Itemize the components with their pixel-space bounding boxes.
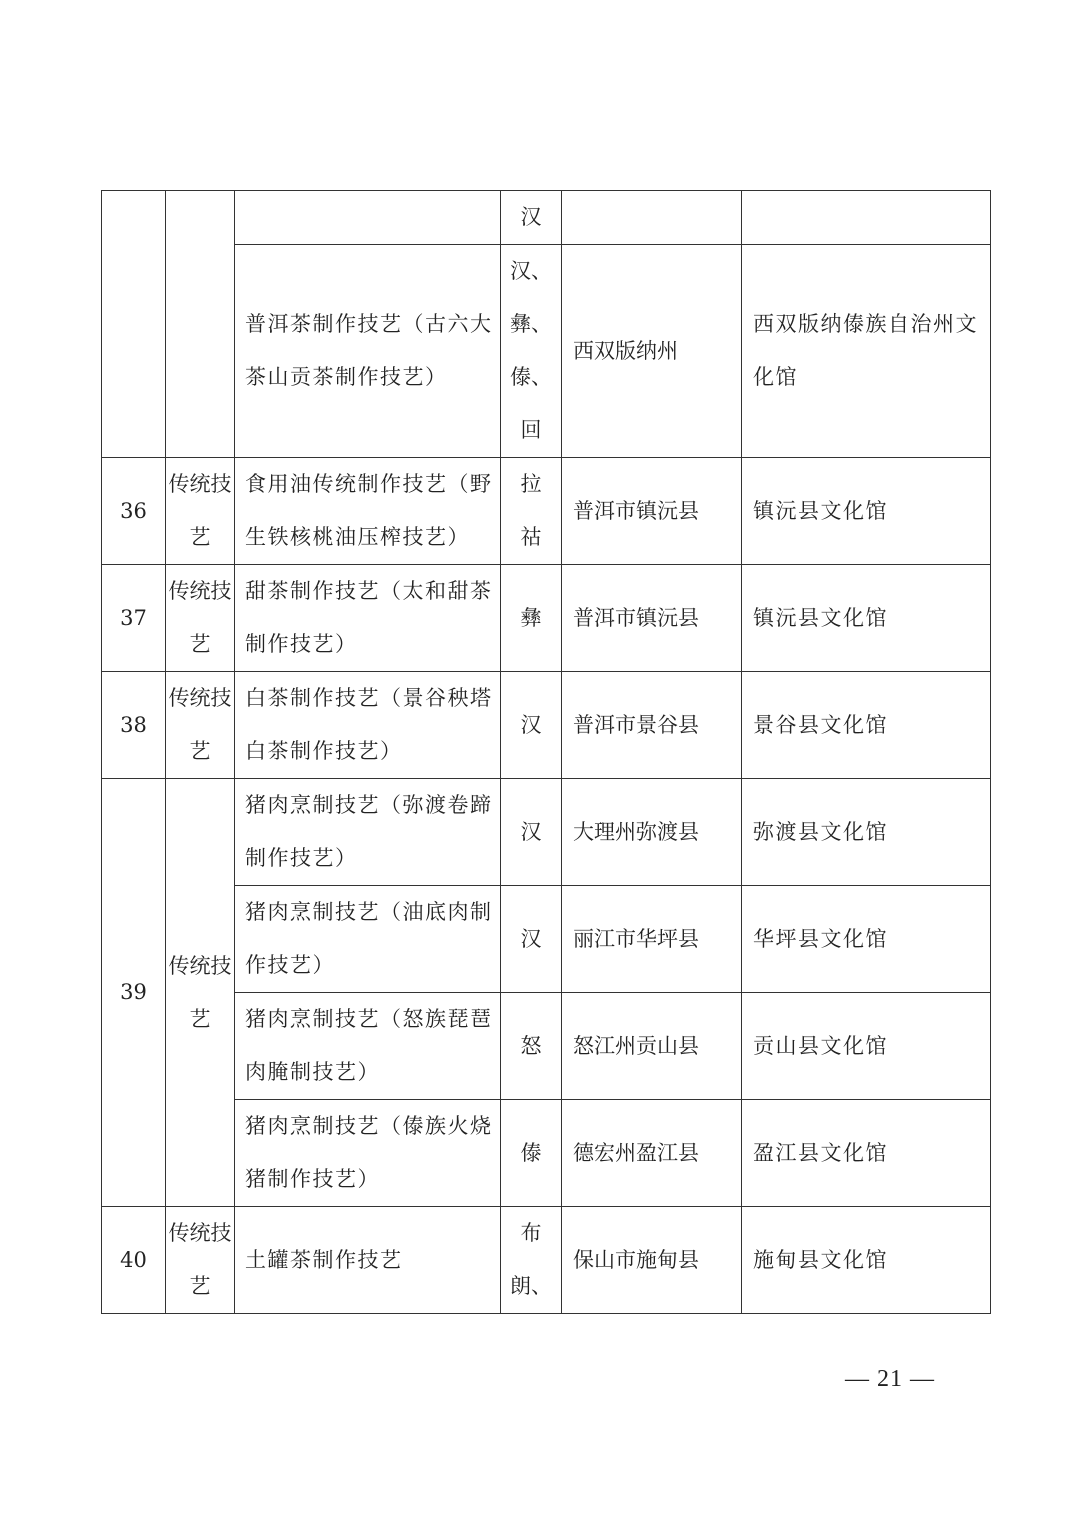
project-name-cell: 猪肉烹制技艺（怒族琵琶肉腌制技艺） [235,993,501,1100]
unit-cell: 施甸县文化馆 [742,1207,991,1314]
project-name-cell: 食用油传统制作技艺（野生铁核桃油压榨技艺） [235,458,501,565]
number-cell: 36 [102,458,166,565]
number-cell: 37 [102,565,166,672]
table-row [102,245,991,458]
unit-cell: 镇沅县文化馆 [742,565,991,672]
category-cell: 传统技艺 [166,458,235,565]
number-cell: 38 [102,672,166,779]
category-cell: 传统技艺 [166,1207,235,1314]
ethnicity-cell: 汉 [501,779,562,886]
ethnicity-cell: 汉 [501,672,562,779]
page-number: — 21 — [845,1366,935,1392]
region-cell: 普洱市景谷县 [562,672,742,779]
unit-cell: 贡山县文化馆 [742,993,991,1100]
category-cell: 传统技艺 [166,565,235,672]
ethnicity-cell: 傣 [501,1100,562,1207]
unit-cell: 镇沅县文化馆 [742,458,991,565]
region-cell [562,191,742,245]
unit-cell: 弥渡县文化馆 [742,779,991,886]
category-cell [166,191,235,458]
table-row [102,886,991,993]
table-row [102,458,991,565]
region-cell: 普洱市镇沅县 [562,458,742,565]
project-name-cell: 猪肉烹制技艺（油底肉制作技艺） [235,886,501,993]
table-row [102,779,991,886]
ethnicity-cell: 拉 祜 [501,458,562,565]
number-cell [102,191,166,458]
region-cell: 大理州弥渡县 [562,779,742,886]
region-cell: 丽江市华坪县 [562,886,742,993]
table-row [102,993,991,1100]
ethnicity-cell: 彝 [501,565,562,672]
project-name-cell: 猪肉烹制技艺（傣族火烧猪制作技艺） [235,1100,501,1207]
ethnicity-cell: 怒 [501,993,562,1100]
region-cell: 保山市施甸县 [562,1207,742,1314]
table-row [102,565,991,672]
ethnicity-cell: 汉 [501,191,562,245]
table-row [102,1100,991,1207]
category-cell: 传统技艺 [166,779,235,1207]
region-cell: 普洱市镇沅县 [562,565,742,672]
project-name-cell: 猪肉烹制技艺（弥渡卷蹄制作技艺） [235,779,501,886]
unit-cell [742,191,991,245]
project-name-cell: 甜茶制作技艺（太和甜茶制作技艺） [235,565,501,672]
region-cell: 西双版纳州 [562,245,742,458]
project-name-cell [235,191,501,245]
unit-cell: 盈江县文化馆 [742,1100,991,1207]
category-cell: 传统技艺 [166,672,235,779]
table-row [102,672,991,779]
project-name-cell: 普洱茶制作技艺（古六大茶山贡茶制作技艺） [235,245,501,458]
number-cell: 40 [102,1207,166,1314]
project-name-cell: 白茶制作技艺（景谷秧塔白茶制作技艺） [235,672,501,779]
ethnicity-cell: 布 朗、 [501,1207,562,1314]
heritage-table [101,190,991,1314]
ethnicity-cell: 汉、 彝、 傣、 回 [501,245,562,458]
project-name-cell: 土罐茶制作技艺 [235,1207,501,1314]
unit-cell: 西双版纳傣族自治州文化馆 [742,245,991,458]
ethnicity-cell: 汉 [501,886,562,993]
unit-cell: 景谷县文化馆 [742,672,991,779]
table-row [102,191,991,245]
region-cell: 德宏州盈江县 [562,1100,742,1207]
unit-cell: 华坪县文化馆 [742,886,991,993]
region-cell: 怒江州贡山县 [562,993,742,1100]
table-row [102,1207,991,1314]
number-cell: 39 [102,779,166,1207]
